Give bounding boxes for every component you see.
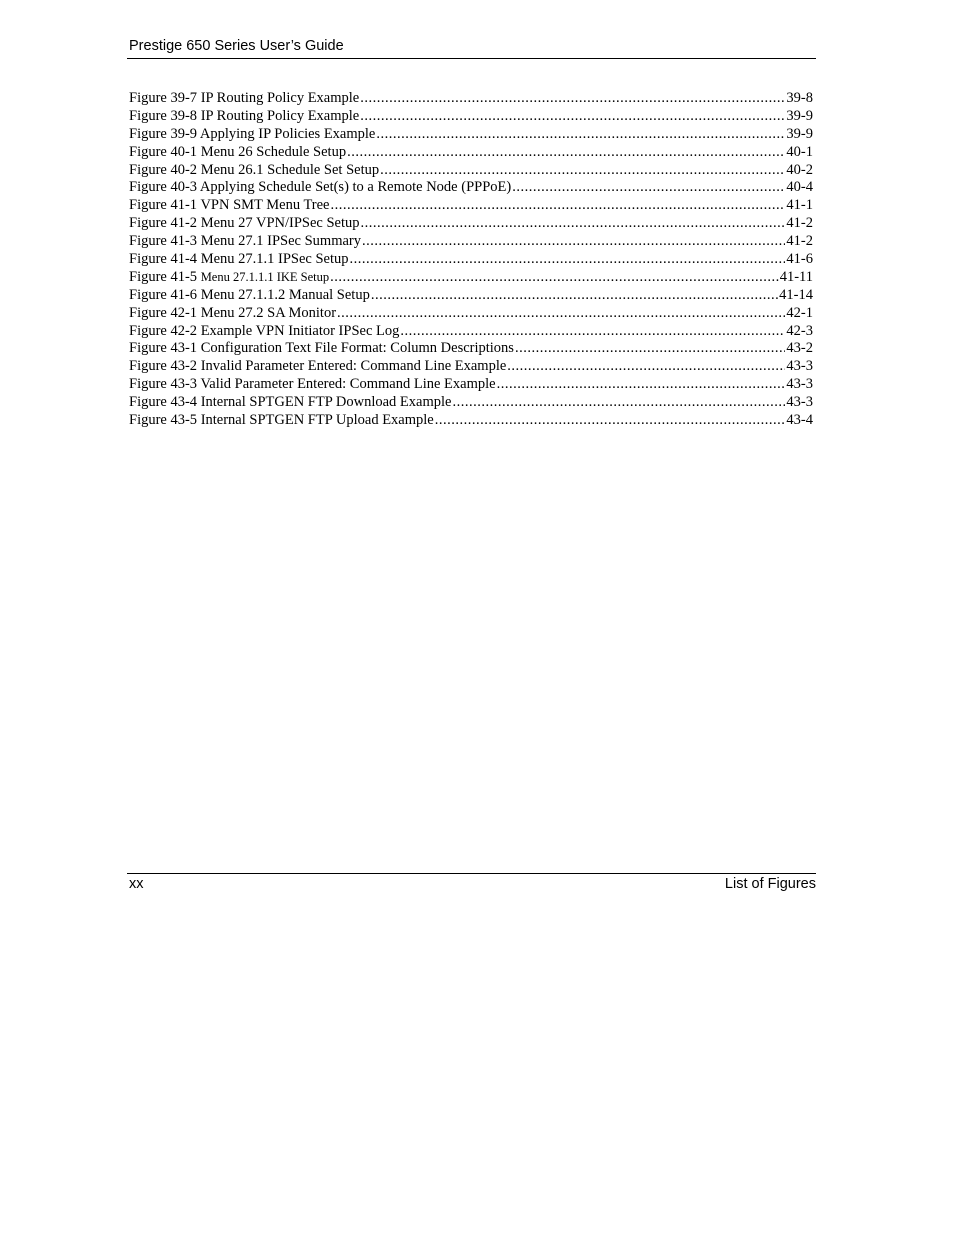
dot-leader bbox=[512, 179, 785, 197]
toc-entry-title bbox=[129, 412, 434, 430]
toc-entry-figure-number: Figure 41-2 bbox=[129, 215, 201, 232]
dot-leader bbox=[371, 287, 778, 305]
dot-leader bbox=[452, 394, 785, 412]
toc-entry[interactable] bbox=[129, 108, 813, 126]
toc-entry-figure-number: Figure 43-4 bbox=[129, 394, 201, 411]
dot-leader bbox=[507, 358, 785, 376]
toc-entry[interactable] bbox=[129, 197, 813, 215]
toc-entry-figure-number: Figure 42-1 bbox=[129, 304, 201, 321]
toc-entry-page: 43-4 bbox=[786, 412, 813, 429]
toc-entry-caption: Menu 27.1.1.2 Manual Setup bbox=[200, 286, 370, 303]
toc-entry-title bbox=[129, 305, 336, 323]
toc-entry[interactable] bbox=[129, 251, 813, 269]
toc-entry-page: 41-11 bbox=[779, 268, 813, 285]
toc-entry-figure-number: Figure 39-8 bbox=[129, 107, 201, 124]
toc-entry-caption: Applying Schedule Set(s) to a Remote Node (PPPoE) bbox=[199, 179, 512, 196]
toc-entry-page: 41-14 bbox=[779, 286, 813, 303]
toc-entry-title bbox=[129, 269, 329, 287]
toc-entry-figure-number: Figure 41-4 bbox=[129, 251, 201, 268]
toc-entry-caption: Menu 26.1 Schedule Set Setup bbox=[200, 161, 380, 178]
toc-entry-page: 41-2 bbox=[786, 215, 813, 232]
dot-leader bbox=[361, 215, 786, 233]
toc-entry-title bbox=[129, 179, 511, 197]
toc-entry-figure-number: Figure 40-2 bbox=[129, 161, 201, 178]
toc-entry[interactable] bbox=[129, 394, 813, 412]
toc-entry-figure-number: Figure 43-1 bbox=[129, 340, 201, 357]
toc-entry-title bbox=[129, 215, 360, 233]
toc-entry-title bbox=[129, 126, 375, 144]
toc-entry[interactable] bbox=[129, 162, 813, 180]
toc-entry-figure-number: Figure 40-1 bbox=[129, 143, 201, 160]
toc-entry[interactable] bbox=[129, 126, 813, 144]
toc-entry-caption: IP Routing Policy Example bbox=[200, 107, 360, 124]
toc-entry-title bbox=[129, 162, 379, 180]
toc-entry-figure-number: Figure 43-3 bbox=[129, 376, 201, 393]
toc-entry-page: 43-3 bbox=[786, 376, 813, 393]
toc-entry[interactable] bbox=[129, 233, 813, 251]
toc-entry[interactable] bbox=[129, 144, 813, 162]
toc-entry-caption: Menu 27.1.1.1 IKE Setup bbox=[200, 269, 330, 284]
toc-entry-page: 39-9 bbox=[786, 107, 813, 124]
running-footer bbox=[129, 875, 816, 893]
toc-entry-figure-number: Figure 43-5 bbox=[129, 412, 201, 429]
toc-entry-title bbox=[129, 340, 514, 358]
toc-entry-caption: Valid Parameter Entered: Command Line Example bbox=[200, 376, 496, 393]
toc-entry-caption: Example VPN Initiator IPSec Log bbox=[200, 322, 400, 339]
toc-entry[interactable] bbox=[129, 376, 813, 394]
running-header: Prestige 650 Series User’s Guide bbox=[129, 38, 344, 54]
toc-entry-title bbox=[129, 376, 496, 394]
toc-entry-page: 41-6 bbox=[786, 251, 813, 268]
toc-entry-title bbox=[129, 197, 330, 215]
toc-entry[interactable] bbox=[129, 412, 813, 430]
toc-entry-title bbox=[129, 90, 359, 108]
header-rule bbox=[127, 58, 816, 59]
dot-leader bbox=[435, 412, 786, 430]
toc-entry-caption: Menu 27.1 IPSec Summary bbox=[200, 233, 361, 250]
dot-leader bbox=[376, 126, 785, 144]
footer-section-title: List of Figures bbox=[724, 876, 816, 892]
dot-leader bbox=[331, 197, 786, 215]
toc-entry-figure-number: Figure 41-6 bbox=[129, 286, 201, 303]
dot-leader bbox=[497, 376, 786, 394]
toc-entry-figure-number: Figure 41-3 bbox=[129, 233, 201, 250]
toc-entry-title bbox=[129, 233, 361, 251]
toc-entry-caption: Internal SPTGEN FTP Upload Example bbox=[200, 412, 434, 429]
toc-entry-title bbox=[129, 251, 349, 269]
toc-entry-title bbox=[129, 358, 506, 376]
dot-leader bbox=[330, 269, 779, 287]
dot-leader bbox=[360, 108, 785, 126]
footer-rule bbox=[127, 873, 816, 874]
toc-entry-figure-number: Figure 41-5 bbox=[129, 268, 201, 285]
dot-leader bbox=[360, 90, 785, 108]
toc-entry-page: 43-2 bbox=[786, 340, 813, 357]
dot-leader bbox=[350, 251, 786, 269]
toc-entry[interactable] bbox=[129, 90, 813, 108]
toc-entry-page: 43-3 bbox=[786, 358, 813, 375]
dot-leader bbox=[362, 233, 785, 251]
toc-entry-figure-number: Figure 41-1 bbox=[129, 197, 201, 214]
toc-entry-caption: Internal SPTGEN FTP Download Example bbox=[200, 394, 452, 411]
toc-entry-caption: Menu 27 VPN/IPSec Setup bbox=[200, 215, 360, 232]
toc-entry-page: 41-2 bbox=[786, 233, 813, 250]
toc-entry-figure-number: Figure 43-2 bbox=[129, 358, 201, 375]
toc-entry-caption: Configuration Text File Format: Column Descriptions bbox=[200, 340, 514, 357]
toc-entry[interactable] bbox=[129, 340, 813, 358]
dot-leader bbox=[337, 305, 785, 323]
toc-entry[interactable] bbox=[129, 323, 813, 341]
toc-entry-caption: Menu 26 Schedule Setup bbox=[200, 143, 347, 160]
footer-page-number: xx bbox=[129, 876, 144, 892]
toc-entry-page: 42-3 bbox=[786, 322, 813, 339]
toc-entry[interactable] bbox=[129, 305, 813, 323]
toc-entry-page: 40-2 bbox=[786, 161, 813, 178]
toc-entry-title bbox=[129, 323, 399, 341]
toc-entry-page: 43-3 bbox=[786, 394, 813, 411]
toc-entry-page: 39-9 bbox=[786, 125, 813, 142]
toc-entry[interactable] bbox=[129, 215, 813, 233]
toc-entry-title bbox=[129, 144, 346, 162]
toc-entry-page: 42-1 bbox=[786, 304, 813, 321]
toc-entry-figure-number: Figure 39-7 bbox=[129, 90, 201, 106]
toc-entry-page: 40-1 bbox=[786, 143, 813, 160]
toc-entry-page: 39-8 bbox=[786, 90, 813, 106]
list-of-figures bbox=[129, 90, 813, 430]
toc-entry-page: 41-1 bbox=[786, 197, 813, 214]
toc-entry-page: 40-4 bbox=[786, 179, 813, 196]
toc-entry-caption: Menu 27.2 SA Monitor bbox=[200, 304, 337, 321]
toc-entry[interactable] bbox=[129, 287, 813, 305]
toc-entry[interactable] bbox=[129, 269, 813, 287]
dot-leader bbox=[347, 144, 785, 162]
toc-entry-caption: IP Routing Policy Example bbox=[200, 90, 360, 106]
toc-entry-caption: VPN SMT Menu Tree bbox=[200, 197, 330, 214]
toc-entry-caption: Applying IP Policies Example bbox=[199, 125, 376, 142]
toc-entry-caption: Menu 27.1.1 IPSec Setup bbox=[200, 251, 349, 268]
dot-leader bbox=[515, 340, 785, 358]
toc-entry[interactable] bbox=[129, 358, 813, 376]
toc-entry-title bbox=[129, 394, 451, 412]
toc-entry-title bbox=[129, 287, 370, 305]
dot-leader bbox=[380, 162, 785, 180]
toc-entry-title bbox=[129, 108, 359, 126]
dot-leader bbox=[400, 323, 785, 341]
toc-entry[interactable] bbox=[129, 179, 813, 197]
toc-entry-figure-number: Figure 39-9 bbox=[129, 125, 200, 142]
toc-entry-caption: Invalid Parameter Entered: Command Line Example bbox=[200, 358, 507, 375]
toc-entry-figure-number: Figure 42-2 bbox=[129, 322, 201, 339]
toc-entry-figure-number: Figure 40-3 bbox=[129, 179, 200, 196]
